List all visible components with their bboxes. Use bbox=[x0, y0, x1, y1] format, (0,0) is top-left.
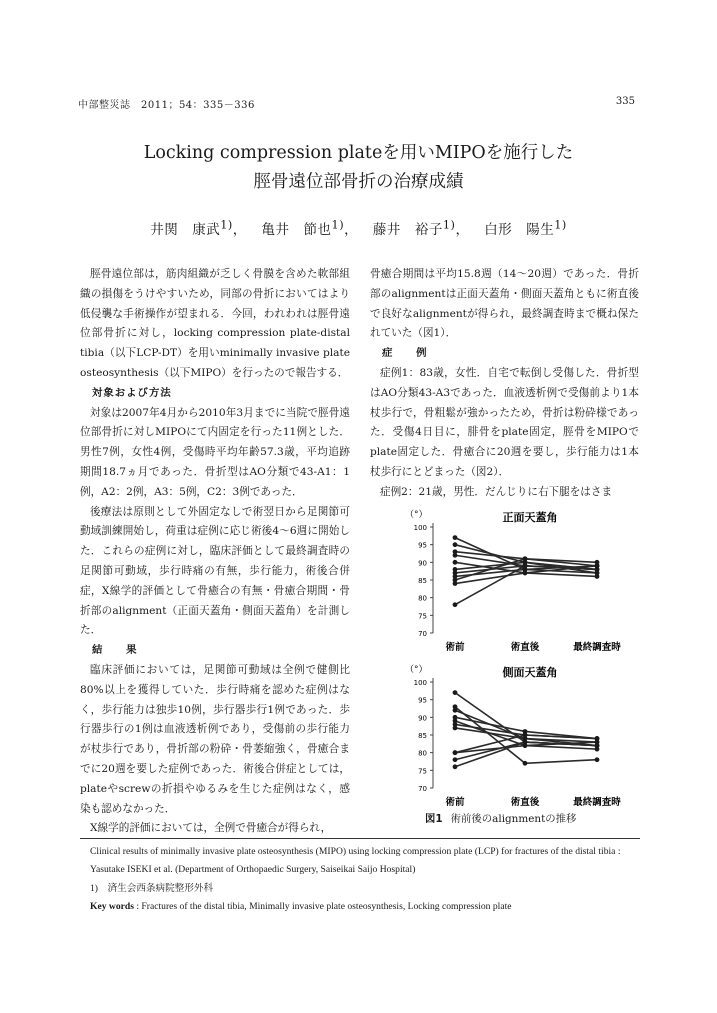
results-continued-paragraph: 骨癒合期間は平均15.8週（14～20週）であった．骨折部のalignmentは正面天蓋角・側面天蓋角ともに術直後で良好なalignmentが得られ，最終調査時まで概ね保たれていた（図1）． bbox=[370, 268, 639, 340]
keywords-label: Key words bbox=[90, 901, 134, 912]
y-tick-label: 80 bbox=[418, 749, 427, 758]
author-affiliation-mark: 1) bbox=[442, 218, 456, 232]
chart-title: 側面天蓋角 bbox=[502, 666, 558, 679]
y-tick-label: 75 bbox=[418, 612, 427, 621]
data-point bbox=[595, 574, 600, 579]
data-point bbox=[523, 563, 528, 568]
y-tick-label: 75 bbox=[418, 767, 427, 776]
data-point bbox=[453, 581, 458, 586]
data-point bbox=[453, 750, 458, 755]
left-column bbox=[80, 265, 350, 839]
chart-anterior-angle-svg bbox=[395, 505, 635, 655]
y-tick-label: 100 bbox=[413, 524, 427, 532]
case-2-paragraph: 症例2：21歳，男性．だんじりに右下腿をはさま bbox=[380, 485, 613, 498]
data-point bbox=[453, 726, 458, 731]
right-column bbox=[370, 265, 639, 503]
figure-label: 図1 bbox=[425, 813, 443, 825]
title-line-1: Locking compression plateを用いMIPOを施行した bbox=[143, 143, 574, 163]
data-point bbox=[453, 553, 458, 558]
data-point bbox=[523, 733, 528, 738]
y-tick-label: 70 bbox=[418, 785, 427, 793]
x-category-label: 術前 bbox=[445, 642, 465, 653]
keywords-text: : Fractures of the distal tibia, Minimally invasive plate osteosynthesis, Locking compression plate bbox=[133, 901, 512, 912]
results-paragraph-1: 臨床評価においては，足関節可動域は全例で健側比80%以上を獲得していた．歩行時痛を認めた症例はなく，歩行能力は独歩10例，歩行器歩行1例であった．歩行器歩行の1例は血液透析例であり，受傷前の歩行能力が杖歩行であり，骨折部の粉砕・骨萎縮強く，骨癒合までに20週を要した症例であった．術後合併症としては，plateやscrewの折損やゆるみを生じた症例はなく，感染も認めなかった． bbox=[80, 663, 350, 815]
journal-citation: 中部整災誌 2011；54：335－336 bbox=[78, 100, 255, 111]
figure-caption bbox=[425, 810, 576, 825]
author-name: 亀井 節也 bbox=[261, 222, 332, 238]
data-point bbox=[595, 757, 600, 762]
affiliation: 1) 済生会西条病院整形外科 bbox=[90, 883, 214, 894]
data-point bbox=[523, 571, 528, 576]
figure-caption-text: 術前後のalignmentの推移 bbox=[450, 813, 577, 825]
y-tick-label: 100 bbox=[413, 679, 427, 687]
y-tick-label: 95 bbox=[418, 696, 427, 705]
section-heading-results: 結 果 bbox=[92, 644, 138, 657]
y-tick-label: 95 bbox=[418, 541, 427, 550]
data-point bbox=[453, 542, 458, 547]
section-heading-methods: 対象および方法 bbox=[92, 386, 172, 399]
author-name: 白形 陽生 bbox=[484, 222, 555, 238]
data-point bbox=[595, 736, 600, 741]
data-point bbox=[453, 757, 458, 762]
chart-title: 正面天蓋角 bbox=[502, 511, 558, 524]
data-point bbox=[595, 743, 600, 748]
data-point bbox=[453, 708, 458, 713]
data-point bbox=[523, 556, 528, 561]
x-category-label: 最終調査時 bbox=[573, 642, 621, 653]
page-number: 335 bbox=[615, 96, 635, 107]
author-name: 井関 康武 bbox=[150, 222, 221, 238]
y-tick-label: 70 bbox=[418, 630, 427, 638]
data-point bbox=[453, 535, 458, 540]
data-point bbox=[453, 764, 458, 769]
data-point bbox=[595, 567, 600, 572]
intro-paragraph: 脛骨遠位部は，筋肉組織が乏しく骨膜を含めた軟部組織の損傷をうけやすいため，同部の骨折においてはより低侵襲な手術操作が望まれる．今回，われわれは脛骨遠位部骨折に対し，locking compression plate-distal tibia（以下LCP-DT）を用いminimally invasive plate osteosynthesis（以下MIPO）を行ったので報告する． bbox=[80, 268, 350, 379]
chart-lateral-angle-svg bbox=[395, 660, 635, 810]
y-axis-unit-label: （°） bbox=[405, 510, 428, 520]
y-tick-label: 85 bbox=[418, 732, 427, 740]
data-point bbox=[453, 690, 458, 695]
author-list: 井関 康武$^{1)}$， 亀井 節也$^{1)}$， 藤井 裕子$^{1)}$， 白形 陽生$^{1)}$ bbox=[150, 218, 567, 238]
y-tick-label: 90 bbox=[418, 714, 427, 723]
author-name: 藤井 裕子 bbox=[372, 222, 443, 238]
data-point bbox=[523, 740, 528, 745]
data-point bbox=[453, 560, 458, 565]
section-heading-cases: 症 例 bbox=[382, 347, 428, 360]
x-category-label: 最終調査時 bbox=[573, 797, 621, 808]
methods-paragraph-1: 対象は2007年4月から2010年3月までに当院で脛骨遠位部骨折に対しMIPOにて内固定を行った11例とした．男性7例，女性4例，受傷時平均年齢57.3歳，平均追跡期間18.7ヵ月であった．骨折型はAO分類で43-A1：1例，A2：2例，A3：5例，C2：3例であった． bbox=[80, 406, 350, 498]
methods-paragraph-2: 後療法は原則として外固定なしで術翌日から足関節可動域訓練開始し，荷重は症例に応じ術後4～6週に開始した．これらの症例に対し，臨床評価として最終調査時の足関節可動域，歩行時痛の有無，歩行能力，術後合併症，X線学的評価として骨癒合の有無・骨癒合期間・骨折部のalignment（正面天蓋角・側面天蓋角）を計測した． bbox=[80, 505, 350, 637]
footer-divider bbox=[80, 838, 640, 839]
chart-lateral-angle bbox=[395, 660, 635, 810]
author-affiliation-mark: 1) bbox=[331, 218, 345, 232]
data-point bbox=[523, 761, 528, 766]
case-1-paragraph: 症例1：83歳，女性．自宅で転倒し受傷した．骨折型はAO分類43-A3であった．血液透析例で受傷前より1本杖歩行で，骨粗鬆が強かったため，骨折は粉砕様であった．受傷4日目に，腓骨をplate固定，脛骨をMIPOでplate固定した．骨癒合に20週を要し，歩行能力は1本杖歩行にとどまった（図2）． bbox=[370, 366, 639, 478]
x-category-label: 術前 bbox=[445, 797, 465, 808]
y-axis-unit-label: （°） bbox=[405, 665, 428, 675]
data-point bbox=[453, 602, 458, 607]
y-tick-label: 85 bbox=[418, 577, 427, 585]
results-paragraph-2: X線学的評価においては，全例で骨癒合が得られ， bbox=[90, 822, 332, 835]
y-tick-label: 80 bbox=[418, 594, 427, 603]
author-affiliation-mark: 1) bbox=[554, 218, 567, 232]
y-tick-label: 90 bbox=[418, 559, 427, 568]
x-category-label: 術直後 bbox=[510, 797, 540, 808]
keywords bbox=[90, 898, 645, 916]
title-line-2: 脛骨遠位部骨折の治療成績 bbox=[253, 172, 464, 192]
english-title: Clinical results of minimally invasive plate osteosynthesis (MIPO) using locking compression plate (LCP) for fractures of the distal tibia : Yasutake ISEKI et al. (Department of Orthopaedic Surgery, Saiseikai Saijo Hospital) bbox=[90, 846, 621, 875]
x-category-label: 術直後 bbox=[510, 642, 540, 653]
chart-anterior-angle bbox=[395, 505, 635, 655]
author-affiliation-mark: 1) bbox=[220, 218, 233, 232]
